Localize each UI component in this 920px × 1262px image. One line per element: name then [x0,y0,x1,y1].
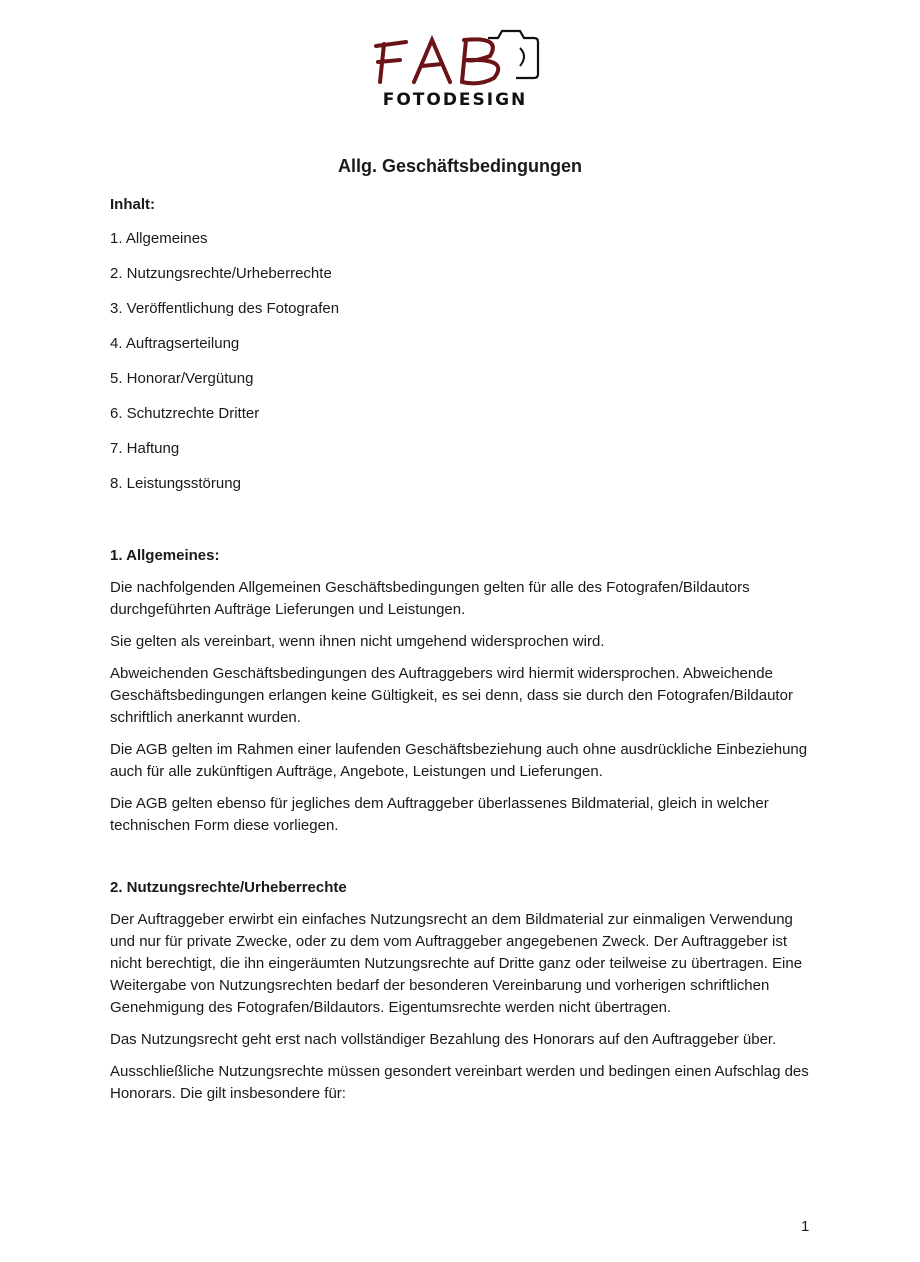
fab-fotodesign-logo [370,26,545,118]
toc-item: 2. Nutzungsrechte/Urheberrechte [110,265,332,282]
document-body [110,194,820,1105]
logo-subtitle: FOTODESIGN [382,90,528,110]
paragraph: Die AGB gelten ebenso für jegliches dem Auftraggeber überlassenes Bildmaterial, gleich in welcher technischen Form diese vorliegen. [110,795,769,834]
paragraph: Der Auftraggeber erwirbt ein einfaches Nutzungsrecht an dem Bildmaterial zur einmaligen Verwendung und nur für private Zwecke, oder zu dem vom Auftraggeber angegebenen Zweck. Der Auftraggeber ist nicht berechtigt, die ihn eingeräumten Nutzungsrechte auf Dritte ganz oder teilweise zu übertragen. Eine Weitergabe von Nutzungsrechten bedarf der besonderen Vereinbarung und vorherigen schriftlichen Genehmigung des Fotografen/Bildautors. Eigentumsrechte werden nicht übertragen. [110,911,803,1016]
camera-icon [370,26,545,92]
toc-item: 7. Haftung [110,440,180,457]
toc-item: 3. Veröffentlichung des Fotografen [110,300,340,317]
table-of-contents [110,228,820,495]
section-heading: 2. Nutzungsrechte/Urheberrechte [110,879,347,896]
toc-item: 6. Schutzrechte Dritter [110,405,260,422]
toc-heading: Inhalt: [110,196,155,213]
document-title: Allg. Geschäftsbedingungen [337,156,583,176]
toc-item: 8. Leistungsstörung [110,475,241,492]
paragraph: Sie gelten als vereinbart, wenn ihnen nicht umgehend widersprochen wird. [110,633,605,650]
paragraph: Abweichenden Geschäftsbedingungen des Auftraggebers wird hiermit widersprochen. Abweichende Geschäftsbedingungen erlangen keine Gültigkeit, es sei denn, dass sie durch den Fotografen/Bildautor schriftlich anerkannt wurden. [110,665,793,726]
paragraph: Das Nutzungsrecht geht erst nach vollständiger Bezahlung des Honorars auf den Auftraggeber über. [110,1031,777,1048]
paragraph: Die nachfolgenden Allgemeinen Geschäftsbedingungen gelten für alle des Fotografen/Bildautors durchgeführten Aufträge Lieferungen und Leistungen. [110,579,750,618]
page-number: 1 [801,1218,810,1235]
section-heading: 1. Allgemeines: [110,547,220,564]
paragraph: Ausschließliche Nutzungsrechte müssen gesondert vereinbart werden und bedingen einen Aufschlag des Honorars. Die gilt insbesondere für: [110,1063,809,1102]
toc-item: 1. Allgemeines [110,230,208,247]
toc-item: 5. Honorar/Vergütung [110,370,254,387]
toc-item: 4. Auftragserteilung [110,335,240,352]
paragraph: Die AGB gelten im Rahmen einer laufenden Geschäftsbeziehung auch ohne ausdrückliche Einbeziehung auch für alle zukünftigen Aufträge, Angebote, Leistungen und Lieferungen. [110,741,808,780]
